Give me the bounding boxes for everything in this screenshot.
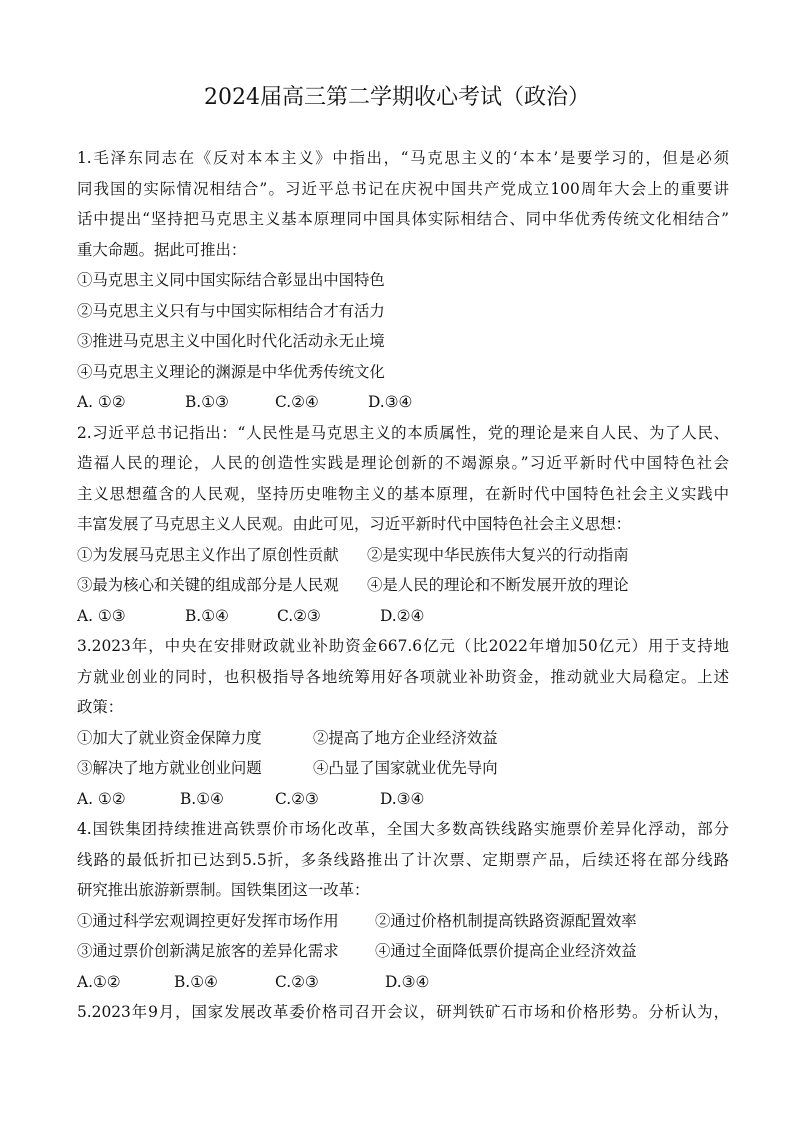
- page-title: 2024届高三第二学期收心考试（政治）: [204, 85, 590, 110]
- q4-options: [77, 967, 729, 998]
- q3-statement: ④凸显了国家就业优先导向: [313, 759, 498, 777]
- q4-option-a: A.①②: [77, 972, 121, 991]
- q4-statements-row: [77, 936, 729, 967]
- q3-option-c: C.②③: [275, 789, 319, 808]
- q2-statements-row: [77, 570, 729, 601]
- q1-statement: ④马克思主义理论的渊源是中华优秀传统文化: [77, 362, 385, 381]
- q1-option-d: D.③④: [368, 393, 413, 411]
- q3-statements-row: [77, 753, 729, 784]
- q1-stem-line: 话中提出“坚持把马克思主义基本原理同中国具体实际相结合、同中华优秀传统文化相结合”: [77, 210, 729, 228]
- q3-stem-line: 政策：: [77, 698, 124, 716]
- q1-statement: ①马克思主义同中国实际结合彰显出中国特色: [77, 271, 385, 289]
- q3-statements-row: [77, 723, 729, 754]
- q2-statement: ①为发展马克思主义作出了原创性贡献: [77, 545, 339, 564]
- q2-option-b: B.①④: [185, 606, 229, 625]
- q3-statement: ③解决了地方就业创业问题: [77, 759, 262, 777]
- q2-option-d: D.②④: [380, 606, 425, 625]
- q4-statement: ①通过科学宏观调控更好发挥市场作用: [77, 911, 339, 930]
- q3-option-b: B.①④: [180, 789, 224, 808]
- q3-option-d: D.③④: [380, 789, 425, 808]
- q4-stem-line: 4.国铁集团持续推进高铁票价市场化改革，全国大多数高铁线路实施票价差异化浮动，部分: [77, 820, 729, 838]
- q2-statement: ④是人民的理论和不断发展开放的理论: [367, 576, 629, 594]
- q2-stem-line: 丰富发展了马克思主义人民观。由此可见，习近平新时代中国特色社会主义思想：: [77, 515, 632, 533]
- q3-stem-line: 方就业创业的同时，也积极指导各地统筹用好各项就业补助资金，推动就业大局稳定。上述: [77, 667, 729, 686]
- q1-options: [77, 387, 729, 418]
- q4-statement: ④通过全面降低票价提高企业经济效益: [375, 942, 637, 960]
- q5-stem-line: 5.2023年9月，国家发展改革委价格司召开会议，研判铁矿石市场和价格形势。分析认为，: [77, 1003, 729, 1021]
- q4-option-d: D.③④: [385, 972, 430, 991]
- q2-statement: ③最为核心和关键的组成部分是人民观: [77, 576, 339, 594]
- q1-stem-line: 1.毛泽东同志在《反对本本主义》中指出，“马克思主义的‘本本’是要学习的，但是必须: [77, 149, 729, 167]
- q2-statements-row: [77, 540, 729, 571]
- q2-options: [77, 601, 729, 632]
- q4-stem-line: 线路的最低折扣已达到5.5折，多条线路推出了计次票、定期票产品，后续还将在部分线路: [77, 850, 729, 869]
- q2-option-a: A. ①③: [77, 606, 126, 625]
- q2-statement: ②是实现中华民族伟大复兴的行动指南: [367, 545, 629, 564]
- exam-body: [77, 143, 729, 1028]
- q3-statement: ①加大了就业资金保障力度: [77, 728, 262, 747]
- q1-statement: ③推进马克思主义中国化时代化活动永无止境: [77, 332, 385, 350]
- q1-option-c: C.②④: [275, 393, 319, 411]
- q1-stem-line: 同我国的实际情况相结合”。习近平总书记在庆祝中国共产党成立100周年大会上的重要讲: [77, 179, 729, 198]
- q4-statements-row: [77, 906, 729, 937]
- q2-stem-line: 主义思想蕴含的人民观，坚持历史唯物主义的基本原理，在新时代中国特色社会主义实践中: [77, 484, 729, 503]
- q1-option-a: A. ①②: [77, 393, 126, 411]
- q4-statement: ③通过票价创新满足旅客的差异化需求: [77, 942, 339, 960]
- q3-statement: ②提高了地方企业经济效益: [313, 728, 498, 747]
- q3-stem-line: 3.2023年，中央在安排财政就业补助资金667.6亿元（比2022年增加50亿元）用于支持地: [77, 637, 729, 655]
- q2-stem-line: 2.习近平总书记指出：“人民性是马克思主义的本质属性，党的理论是来自人民、为了人民、: [77, 423, 729, 442]
- q2-stem-line: 造福人民的理论，人民的创造性实践是理论创新的不竭源泉。”习近平新时代中国特色社会: [77, 454, 729, 472]
- q4-stem-line: 研究推出旅游新票制。国铁集团这一改革：: [77, 881, 370, 899]
- q1-option-b: B.①③: [185, 393, 229, 411]
- q4-option-c: C.②③: [275, 972, 319, 991]
- q4-statement: ②通过价格机制提高铁路资源配置效率: [375, 911, 637, 930]
- q3-options: [77, 784, 729, 815]
- q2-option-c: C.②③: [277, 606, 321, 625]
- q3-option-a: A. ①②: [77, 789, 126, 808]
- q4-option-b: B.①④: [174, 972, 218, 991]
- q1-statement: ②马克思主义只有与中国实际相结合才有活力: [77, 301, 385, 320]
- q1-stem-line: 重大命题。据此可推出：: [77, 240, 247, 259]
